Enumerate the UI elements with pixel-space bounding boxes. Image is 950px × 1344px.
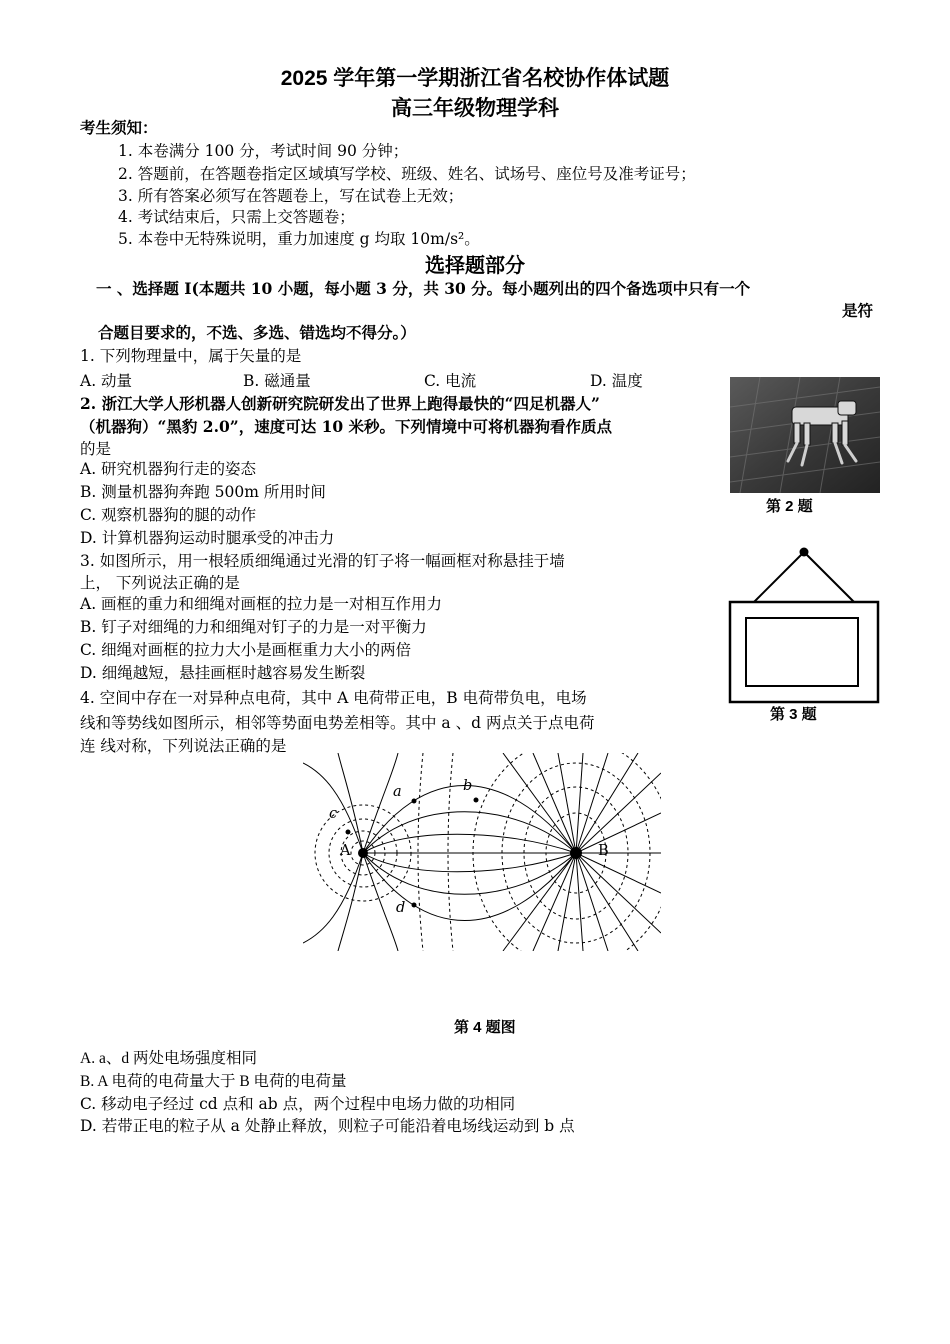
q1-stem: 1. 下列物理量中，属于矢量的是 (80, 347, 302, 365)
notice-item: 5. 本卷中无特殊说明，重力加速度 g 均取 10m/s²。 (118, 230, 480, 248)
q3-stem: 3. 如图所示，用一根轻质细绳通过光滑的钉子将一幅画框对称悬挂于墙 (80, 552, 565, 570)
point-a-label: a (393, 784, 402, 800)
q3-option-c[interactable]: C. 细绳对画框的拉力大小是画框重力大小的两倍 (80, 641, 412, 659)
hanging-frame-figure (726, 545, 882, 707)
q3-option-a[interactable]: A. 画框的重力和细绳对画框的拉力是一对相互作用力 (80, 595, 443, 613)
q3-option-d[interactable]: D. 细绳越短，悬挂画框时越容易发生断裂 (80, 664, 366, 682)
q2-option-a[interactable]: A. 研究机器狗行走的姿态 (80, 460, 257, 478)
exam-title: 2025 学年第一学期浙江省名校协作体试题 (280, 67, 670, 90)
point-b-label: b (463, 778, 473, 794)
q4-option-a[interactable]: A. a、d 两处电场强度相同 (80, 1050, 257, 1067)
point-c-label: c (329, 806, 338, 822)
q3-figure-caption: 第 3 题 (770, 706, 817, 723)
charge-b-label: B (598, 843, 609, 859)
q4-stem-line2: 线和等势线如图所示，相邻等势面电势差相等。其中 a 、d 两点关于点电荷 (80, 714, 595, 732)
exam-subtitle: 高三年级物理学科 (391, 97, 559, 120)
q4-figure-caption: 第 4 题图 (454, 1019, 516, 1036)
q4-option-c[interactable]: C. 移动电子经过 cd 点和 ab 点，两个过程中电场力做的功相同 (80, 1095, 516, 1113)
q4-option-d[interactable]: D. 若带正电的粒子从 a 处静止释放，则粒子可能沿着电场线运动到 b 点 (80, 1117, 575, 1135)
q2-option-b[interactable]: B. 测量机器狗奔跑 500m 所用时间 (80, 483, 326, 501)
q1-option-d[interactable]: D. 温度 (590, 372, 643, 390)
notice-heading: 考生须知： (80, 120, 158, 137)
notice-item: 2. 答题前，在答题卷指定区域填写学校、班级、姓名、试场号、座位号及准考证号； (118, 165, 696, 183)
q1-option-b[interactable]: B. 磁通量 (243, 372, 311, 390)
notice-item: 3. 所有答案必须写在答题卷上，写在试卷上无效； (118, 187, 464, 205)
charge-b-dot (570, 847, 582, 859)
charge-a-dot (358, 848, 368, 858)
notice-item: 4. 考试结束后，只需上交答题卷； (118, 208, 355, 226)
q2-option-d[interactable]: D. 计算机器狗运动时腿承受的冲击力 (80, 529, 335, 547)
section-title: 选择题部分 (425, 255, 525, 277)
point-d-label: d (396, 900, 406, 916)
section-instruction: 一 、选择题 I(本题共 10 小题，每小题 3 分，共 30 分。每小题列出的四个备选项中只有一个 (96, 279, 751, 298)
notice-item: 1. 本卷满分 100 分，考试时间 90 分钟； (118, 142, 409, 160)
q2-stem: 2. 浙江大学人形机器人创新研究院研发出了世界上跑得最快的“四足机器人” (80, 394, 600, 413)
robot-dog-photo (730, 377, 880, 493)
q3-stem-line2: 上， 下列说法正确的是 (80, 574, 240, 592)
q1-option-c[interactable]: C. 电流 (424, 372, 477, 390)
q2-figure-caption: 第 2 题 (766, 498, 813, 515)
q4-stem-line3: 连 线对称，下列说法正确的是 (80, 737, 287, 755)
q2-option-c[interactable]: C. 观察机器狗的腿的动作 (80, 506, 257, 524)
q4-stem: 4. 空间中存在一对异种点电荷，其中 A 电荷带正电，B 电荷带负电，电场 (80, 689, 587, 707)
q4-option-b[interactable]: B. A 电荷的电荷量大于 B 电荷的电荷量 (80, 1073, 347, 1090)
section-instruction-tail: 是符 (842, 301, 874, 320)
q2-stem-line3: 的是 (80, 440, 112, 458)
q2-stem-line2: （机器狗）“黑豹 2.0”，速度可达 10 米秒。下列情境中可将机器狗看作质点 (80, 417, 613, 436)
q3-option-b[interactable]: B. 钉子对细绳的力和细绳对钉子的力是一对平衡力 (80, 618, 427, 636)
section-instruction-line2: 合题目要求的，不选、多选、错选均不得分。） (98, 323, 416, 342)
charge-a-label: A (340, 843, 351, 859)
q1-option-a[interactable]: A. 动量 (80, 372, 133, 390)
